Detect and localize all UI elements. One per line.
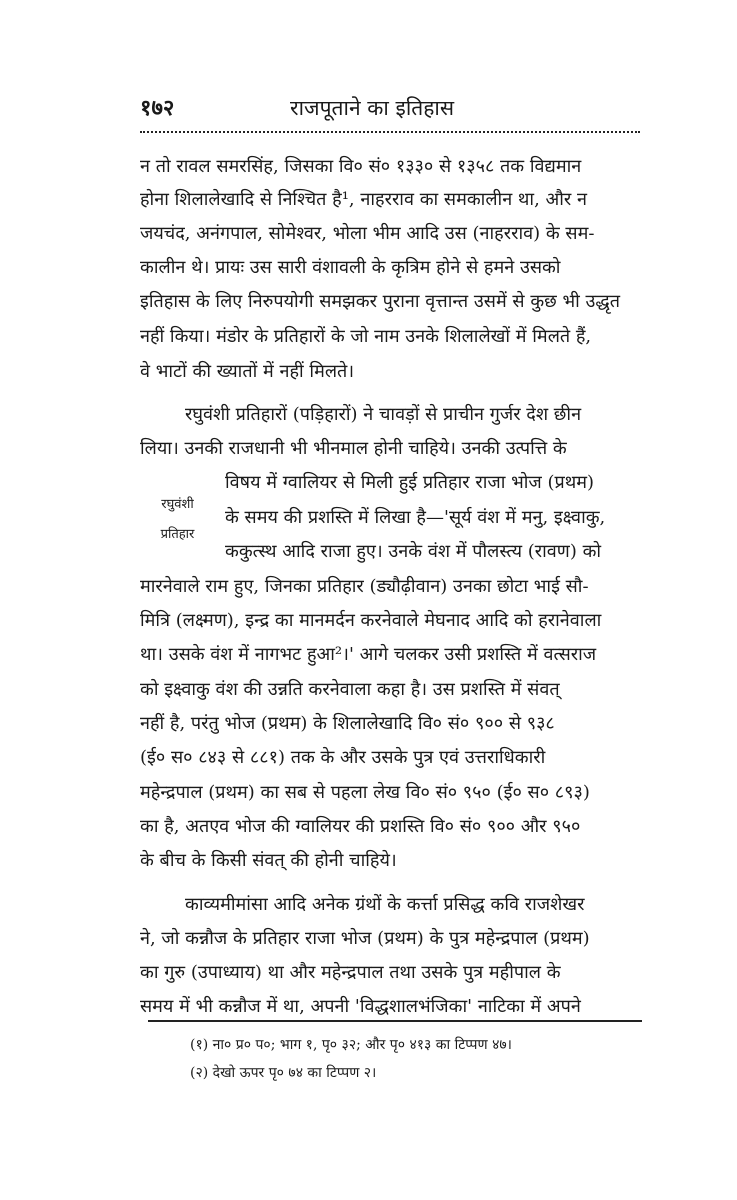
margin-note-line-1: रघुवंशी xyxy=(161,497,194,512)
footnote-1: (१) ना० प्र० प०; भाग १, पृ० ३२; और पृ० ४१३ का टिप्पण ४७। xyxy=(190,1037,512,1053)
header-divider xyxy=(140,131,640,133)
text-line: के बीच के किसी संवत् की होनी चाहिये। xyxy=(140,850,397,871)
text-line: था। उसके वंश में नागभट हुआ²।' आगे चलकर उसी प्रशस्ति में वत्सराज xyxy=(140,644,597,665)
text-line: का गुरु (उपाध्याय) था और महेन्द्रपाल तथा उसके पुत्र महीपाल के xyxy=(140,962,561,983)
running-head: राजपूताने का इतिहास xyxy=(290,96,455,120)
text-line: लिया। उनकी राजधानी भी भीनमाल होनी चाहिये। उनकी उत्पत्ति के xyxy=(140,438,567,459)
footnote-2: (२) देखो ऊपर पृ० ७४ का टिप्पण २। xyxy=(190,1065,377,1081)
text-line: मारनेवाले राम हुए, जिनका प्रतिहार (ड्यौढ़ीवान) उनका छोटा भाई सौ- xyxy=(140,576,589,597)
text-line: होना शिलालेखादि से निश्चित है¹, नाहरराव का समकालीन था, और न xyxy=(140,189,587,210)
text-line: ने, जो कन्नौज के प्रतिहार राजा भोज (प्रथम) के पुत्र महेन्द्रपाल (प्रथम) xyxy=(140,928,590,949)
text-line: विषय में ग्वालियर से मिली हुई प्रतिहार राजा भोज (प्रथम) xyxy=(225,472,595,493)
text-line: महेन्द्रपाल (प्रथम) का सब से पहला लेख वि० सं० ९५० (ई० स० ८९३) xyxy=(140,782,590,803)
text-line: मित्रि (लक्ष्मण), इन्द्र का मानमर्दन करनेवाले मेघनाद आदि को हरानेवाला xyxy=(140,610,602,631)
footnote-divider xyxy=(148,1020,642,1022)
text-line: ककुत्स्थ आदि राजा हुए। उनके वंश में पौलस्त्य (रावण) को xyxy=(225,541,602,562)
text-line: (ई० स० ८४३ से ८८१) तक के और उसके पुत्र एवं उत्तराधिकारी xyxy=(140,747,546,768)
text-line: कालीन थे। प्रायः उस सारी वंशावली के कृत्रिम होने से हमने उसको xyxy=(140,257,561,278)
text-line: वे भाटों की ख्यातों में नहीं मिलते। xyxy=(140,361,355,382)
text-line: जयचंद, अनंगपाल, सोमेश्वर, भोला भीम आदि उस (नाहरराव) के सम- xyxy=(140,223,595,244)
text-line: को इक्ष्वाकु वंश की उन्नति करनेवाला कहा है। उस प्रशस्ति में संवत् xyxy=(140,679,560,700)
margin-note-line-2: प्रतिहार xyxy=(160,527,195,542)
text-line: काव्यमीमांसा आदि अनेक ग्रंथों के कर्त्ता प्रसिद्ध कवि राजशेखर xyxy=(185,894,585,915)
text-line: नहीं किया। मंडोर के प्रतिहारों के जो नाम उनके शिलालेखों में मिलते हैं, xyxy=(140,326,592,347)
text-line: के समय की प्रशस्ति में लिखा है—'सूर्य वंश में मनु, इक्ष्वाकु, xyxy=(225,507,606,528)
text-line: समय में भी कन्नौज में था, अपनी 'विद्धशालभंजिका' नाटिका में अपने xyxy=(140,996,581,1017)
text-line: इतिहास के लिए निरुपयोगी समझकर पुराना वृत्तान्त उसमें से कुछ भी उद्धृत xyxy=(140,291,621,312)
text-line: नहीं है, परंतु भोज (प्रथम) के शिलालेखादि वि० सं० ९०० से ९३८ xyxy=(140,713,555,734)
text-line: का है, अतएव भोज की ग्वालियर की प्रशस्ति वि० सं० ९०० और ९५० xyxy=(140,816,581,837)
page-number: १७२ xyxy=(140,95,175,121)
text-line: रघुवंशी प्रतिहारों (पड़िहारों) ने चावड़ों से प्राचीन गुर्जर देश छीन xyxy=(185,404,582,425)
text-line: न तो रावल समरसिंह, जिसका वि० सं० १३३० से १३५८ तक विद्यमान xyxy=(140,156,582,177)
